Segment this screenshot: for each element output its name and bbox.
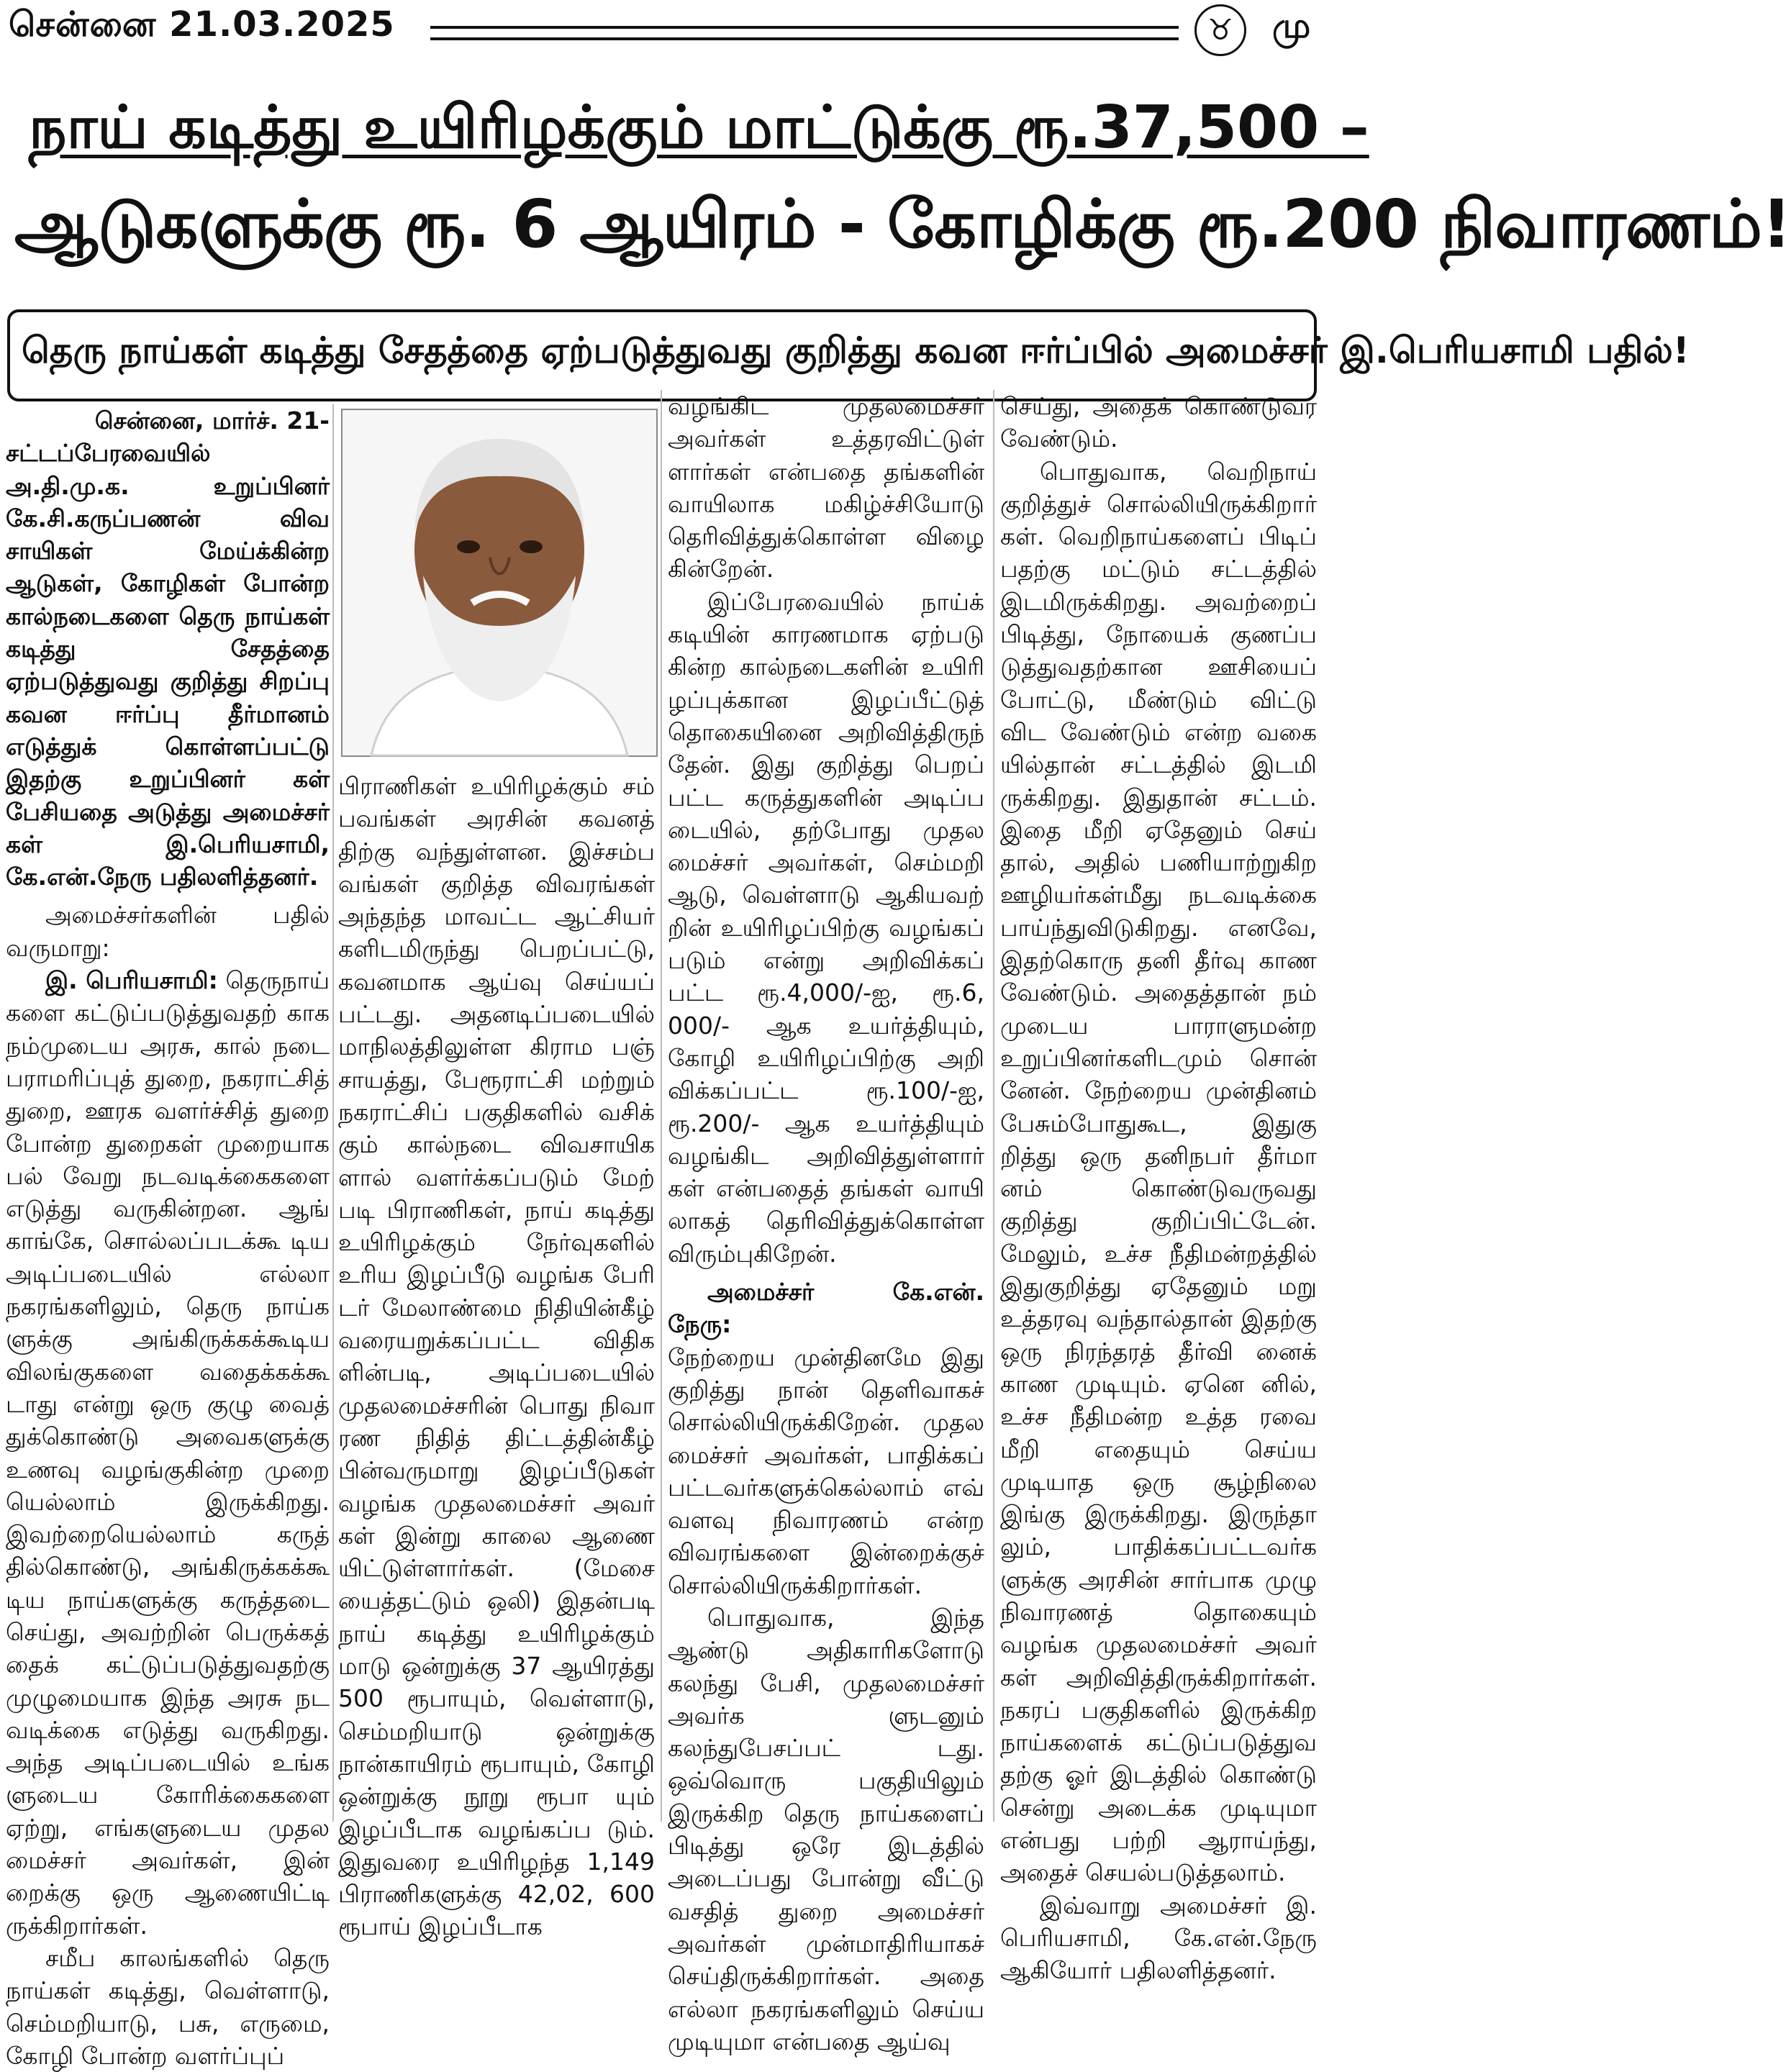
lead-paragraph: சட்டப்பேரவையில் அ.தி.மு.க. உறுப்பினர் கே.சி.கருப்பணன் விவ சாயிகள் மேய்க்கின்ற ஆடுகள், கோழிகள் போன்ற கால்நடைகளை தெரு நாய்கள் கடித்து சேதத்தை ஏற்படுத்துவது குறித்து சிறப்பு கவன ஈர்ப்பு தீர்மானம் எடுத்துக் கொள்ளப்பட்டு இதற்கு உறுப்பினர் கள் பேசியதை அடுத்து அமைச்சர் கள் இ.பெரியசாமி, கே.என்.நேரு பதிலளித்தனர். <box>6 439 330 891</box>
paragraph: நேற்றைய முன்தினமே இது குறித்து நான் தெளிவாகச் சொல்லியிருக்கிறேன். முதல மைச்சர் அவர்கள், பாதிக்கப் பட்டவர்களுக்கெல்லாம் எவ் வளவு நிவாரணம் என்ற விவரங்களை இன்றைக்குச் சொல்லியிருக்கிறார்கள். <box>668 1342 984 1599</box>
masthead-date: சென்னை 21.03.2025 <box>9 4 395 45</box>
paragraph: இவ்வாறு அமைச்சர் இ. பெரியசாமி, கே.என்.நேரு ஆகியோர் பதிலளித்தனர். <box>1000 1891 1317 1985</box>
paragraph: இப்பேரவையில் நாய்க் கடியின் காரணமாக ஏற்படு கின்ற கால்நடைகளின் உயிரி ழப்புக்கான இழப்பீட்டுத் தொகையினை அறிவித்திருந் தேன். இது குறித்து பெறப் பட்ட கருத்துகளின் அடிப்ப டையில், தற்போது முதல மைச்சர் அவர்கள், செம்மறி ஆடு, வெள்ளாடு ஆகியவற் றின் உயிரிழப்பிற்கு வழங்கப் படும் என்று அறிவிக்கப் பட்ட ரூ.4,000/-ஐ, ரூ.6, 000/- ஆக உயர்த்தியும், கோழி உயிரிழப்பிற்கு அறி விக்கப்பட்ட ரூ.100/-ஐ, ரூ.200/- ஆக உயர்த்தியும் வழங்கிட அறிவித்துள்ளார் கள் என்பதைத் தங்கள் வாயி லாகத் தெரிவித்துக்கொள்ள விரும்புகிறேன். <box>668 587 984 1268</box>
article-column-4 <box>1000 390 1317 1985</box>
masthead <box>0 0 1323 68</box>
paragraph-text: தெருநாய் களை கட்டுப்படுத்துவதற் காக நம்முடைய அரசு, கால் நடை பராமரிப்புத் துறை, நகராட்சித் துறை, ஊரக வளர்ச்சித் துறை போன்ற துறைகள் முறையாக பல் வேறு நடவடிக்கைகளை எடுத்து வருகின்றன. ஆங் காங்கே, சொல்லப்படக்கூ டிய அடிப்படையில் எல்லா நகரங்களிலும், தெரு நாய்க ளுக்கு அங்கிருக்கக்கூடிய விலங்குகளை வதைக்கக்கூ டாது என்று ஒரு குழு வைத் துக்கொண்டு அவைகளுக்கு உணவு வழங்குகின்ற முறை யெல்லாம் இருக்கிறது. இவற்றையெல்லாம் கருத் தில்கொண்டு, அங்கிருக்கக்கூ டிய நாய்களுக்கு கருத்தடை செய்து, அவற்றின் பெருக்கத் தைக் கட்டுப்படுத்துவதற்கு முழுமையாக இந்த அரசு நட வடிக்கை எடுத்து வருகிறது. அந்த அடிப்படையில் உங்க ளுடைய கோரிக்கைகளை ஏற்று, எங்களுடைய முதல மைச்சர் அவர்கள், இன் றைக்கு ஒரு ஆணையிட்டி ருக்கிறார்கள். <box>6 966 330 1940</box>
article-column-3 <box>668 390 984 2055</box>
column-divider <box>993 390 994 1822</box>
minister-portrait-photo <box>341 409 658 757</box>
paragraph: வழங்கிட முதலமைச்சர் அவர்கள் உத்தரவிட்டுள் ளார்கள் என்பதை தங்களின் வாயிலாக மகிழ்ச்சியோடு தெரிவித்துக்கொள்ள விழை கின்றேன். <box>668 392 984 583</box>
paragraph: பொதுவாக, வெறிநாய் குறித்துச் சொல்லியிருக்கிறார் கள். வெறிநாய்களைப் பிடிப் பதற்கு மட்டும் சட்டத்தில் இடமிருக்கிறது. அவற்றைப் பிடித்து, நோயைக் குணப்ப டுத்துவதற்கான ஊசியைப் போட்டு, மீண்டும் விட்டு விட வேண்டும் என்ற வகை யில்தான் சட்டத்தில் இடமி ருக்கிறது. இதுதான் சட்டம். இதை மீறி ஏதேனும் செய் தால், அதில் பணியாற்றுகிற ஊழியர்கள்மீது நடவடிக்கை பாய்ந்துவிடுகிறது. எனவே, இதற்கொரு தனி தீர்வு காண வேண்டும். அதைத்தான் நம் முடைய பாராளுமன்ற உறுப்பினர்களிடமும் சொன் னேன். நேற்றைய முன்தினம் பேசும்போதுகூட, இதுகு றித்து ஒரு தனிநபர் தீர்மா னம் கொண்டுவருவது குறித்து குறிப்பிட்டேன். மேலும், உச்ச நீதிமன்றத்தில் இதுகுறித்து ஏதேனும் மறு உத்தரவு வந்தால்தான் இதற்கு ஒரு நிரந்தரத் தீர்வி னைக் காண முடியும். ஏனெ னில், உச்ச நீதிமன்ற உத்த ரவை மீறி எதையும் செய்ய முடியாத ஒரு சூழ்நிலை இங்கு இருக்கிறது. இருந்தா லும், பாதிக்கப்பட்டவர்க ளுக்கு அரசின் சார்பாக முழு நிவாரணத் தொகையும் வழங்க முதலமைச்சர் அவர் கள் அறிவித்திருக்கிறார்கள். நகரப் பகுதிகளில் இருக்கிற நாய்களைக் கட்டுப்படுத்துவ தற்கு ஓர் இடத்தில் கொண்டு சென்று அடைக்க முடியுமா என்பது பற்றி ஆராய்ந்து, அதைச் செயல்படுத்தலாம். <box>1000 457 1317 1887</box>
masthead-trail-text: மு <box>1272 6 1311 46</box>
article-column-1 <box>6 404 330 2070</box>
paragraph: பொதுவாக, இந்த ஆண்டு அதிகாரிகளோடு கலந்து பேசி, முதலமைச்சர் அவர்க ளுடனும் கலந்துபேசப்பட் டது. ஒவ்வொரு பகுதியிலும் இருக்கிற தெரு நாய்களைப் பிடித்து ஒரே இடத்தில் அடைப்பது போன்று வீட்டு வசதித் துறை அமைச்சர் அவர்கள் முன்மாதிரியாகச் செய்திருக்கிறார்கள். அதை எல்லா நகரங்களிலும் செய்ய முடியுமா என்பதை ஆய்வு <box>668 1603 984 2055</box>
headline-line-2: ஆடுகளுக்கு ரூ. 6 ஆயிரம் - கோழிக்கு ரூ.200 நிவாரணம்! <box>14 186 1791 263</box>
speaker-label: இ. பெரியசாமி: <box>45 966 218 995</box>
paragraph: செய்து, அதைக் கொண்டுவர வேண்டும். <box>1000 392 1317 453</box>
bull-emblem-icon: ♉ <box>1194 4 1246 56</box>
paragraph: பிராணிகள் உயிரிழக்கும் சம் பவங்கள் அரசின் கவனத் திற்கு வந்துள்ளன. இச்சம்ப வங்கள் குறித்த விவரங்கள் அந்தந்த மாவட்ட ஆட்சியர் களிடமிருந்து பெறப்பட்டு, கவனமாக ஆய்வு செய்யப் பட்டது. அதனடிப்படையில் மாநிலத்திலுள்ள கிராம பஞ் சாயத்து, பேரூராட்சி மற்றும் நகராட்சிப் பகுதிகளில் வசிக் கும் கால்நடை விவசாயிக ளால் வளர்க்கப்படும் மேற் படி பிராணிகள், நாய் கடித்து உயிரிழக்கும் நேர்வுகளில் உரிய இழப்பீடு வழங்க பேரி டர் மேலாண்மை நிதியின்கீழ் வரையறுக்கப்பட்ட விதிக ளின்படி, அடிப்படையில் முதலமைச்சரின் பொது நிவா ரண நிதித் திட்டத்தின்கீழ் பின்வருமாறு இழப்பீடுகள் வழங்க முதலமைச்சர் அவர் கள் இன்று காலை ஆணை யிட்டுள்ளார்கள். (மேசை யைத்தட்டும் ஒலி) இதன்படி நாய் கடித்து உயிரிழக்கும் மாடு ஒன்றுக்கு 37 ஆயிரத்து 500 ரூபாயும், வெள்ளாடு, செம்மறியாடு ஒன்றுக்கு நான்காயிரம் ரூபாயும், கோழி ஒன்றுக்கு நூறு ரூபா யும் இழப்பீடாக வழங்கப்ப டும். இதுவரை உயிரிழந்த 1,149 பிராணிகளுக்கு 42,02, 600 ரூபாய் இழப்பீடாக <box>338 772 655 1941</box>
article-column-2 <box>338 770 655 1941</box>
subheadline: தெரு நாய்கள் கடித்து சேதத்தை ஏற்படுத்துவது குறித்து கவன ஈர்ப்பில் அமைச்சர் இ.பெரியசாமி பதில்! <box>22 330 1690 371</box>
speaker-label: அமைச்சர் கே.என். நேரு: <box>668 1278 984 1339</box>
headline-line-1: நாய் கடித்து உயிரிழக்கும் மாட்டுக்கு ரூ.37,500 – <box>29 94 1369 162</box>
column-divider <box>332 404 334 1822</box>
masthead-rule <box>430 26 1179 40</box>
portrait-illustration <box>343 410 656 755</box>
paragraph: அமைச்சர்களின் பதில் வருமாறு: <box>6 901 330 962</box>
paragraph: சமீப காலங்களில் தெரு நாய்கள் கடித்து, வெள்ளாடு, செம்மறியாடு, பசு, எருமை, கோழி போன்ற வளர்ப்புப் <box>6 1943 330 2070</box>
paragraph-with-speaker <box>6 964 330 1942</box>
dateline: சென்னை, மார்ச். 21- <box>94 406 330 435</box>
column-divider <box>661 390 662 1822</box>
